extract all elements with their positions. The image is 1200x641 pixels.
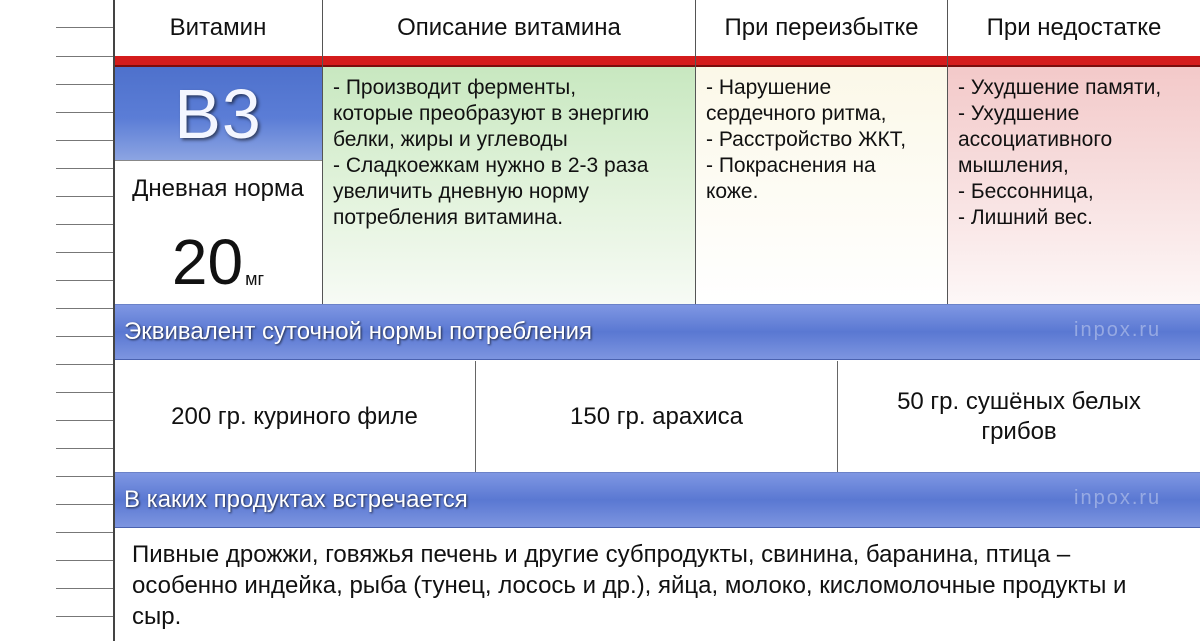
daily-norm-label: Дневная норма xyxy=(114,160,322,218)
equivalent-item: 150 гр. арахиса xyxy=(476,361,838,472)
description-line: потребления витамина. xyxy=(333,206,564,229)
margin-line xyxy=(56,532,114,533)
margin-line xyxy=(56,252,114,253)
equivalent-item: 50 гр. сушёных белых грибов xyxy=(838,361,1200,472)
watermark: inpox.ru xyxy=(1074,319,1162,341)
equivalent-item: 200 гр. куриного филе xyxy=(114,361,476,472)
vitamin-name: B3 xyxy=(174,74,262,153)
margin-line xyxy=(56,392,114,393)
products-text: Пивные дрожжи, говяжья печень и другие субпродукты, свинина, баранина, птица – особенно индейка, рыба (тунец, лосось и др.), яйца, молоко, кисломолочные продукты и сыр. xyxy=(114,529,1200,641)
deficiency-line: мышления, xyxy=(958,154,1069,177)
margin-line xyxy=(56,280,114,281)
margin-line xyxy=(56,616,114,617)
margin-line xyxy=(56,112,114,113)
excess-line: коже. xyxy=(706,180,759,203)
margin-line xyxy=(56,588,114,589)
description-line: - Производит ферменты, xyxy=(333,76,577,99)
margin-line xyxy=(56,336,114,337)
margin-line xyxy=(56,476,114,477)
excess-line: сердечного ритма, xyxy=(706,102,887,125)
margin-line xyxy=(56,420,114,421)
description-line: увеличить дневную норму xyxy=(333,180,589,203)
deficiency-line: - Ухудшение xyxy=(958,102,1080,125)
excess-line: - Расстройство ЖКТ, xyxy=(706,128,907,151)
header-deficiency: При недостатке xyxy=(986,14,1162,41)
daily-norm-number: 20 xyxy=(171,226,244,298)
margin-line xyxy=(56,364,114,365)
equivalent-title: Эквивалент суточной нормы потребления xyxy=(124,318,592,345)
description-line: белки, жиры и углеводы xyxy=(333,128,568,151)
margin-line xyxy=(56,140,114,141)
margin-line xyxy=(56,84,114,85)
margin-line xyxy=(56,448,114,449)
description-line: - Сладкоежкам нужно в 2-3 раза xyxy=(333,154,649,177)
margin-line xyxy=(56,308,114,309)
header-vitamin: Витамин xyxy=(169,14,267,41)
excess-line: - Нарушение xyxy=(706,76,832,99)
margin-line xyxy=(56,504,114,505)
deficiency-line: - Бессонница, xyxy=(958,180,1094,203)
deficiency-line: - Лишний вес. xyxy=(958,206,1094,229)
products-title: В каких продуктах встречается xyxy=(124,486,468,513)
margin-line xyxy=(56,196,114,197)
margin-line xyxy=(56,560,114,561)
margin-line xyxy=(56,27,114,28)
header-excess: При переизбытке xyxy=(724,14,919,41)
deficiency-line: ассоциативного xyxy=(958,128,1113,151)
left-margin xyxy=(0,0,114,641)
margin-line xyxy=(56,224,114,225)
margin-line xyxy=(56,168,114,169)
watermark: inpox.ru xyxy=(1074,487,1162,509)
margin-line xyxy=(56,56,114,57)
header-description: Описание витамина xyxy=(397,14,621,41)
excess-line: - Покраснения на xyxy=(706,154,876,177)
daily-norm-unit: мг xyxy=(245,269,265,289)
table-frame xyxy=(113,0,1200,641)
deficiency-line: - Ухудшение памяти, xyxy=(958,76,1162,99)
description-line: которые преобразуют в энергию xyxy=(333,102,649,125)
